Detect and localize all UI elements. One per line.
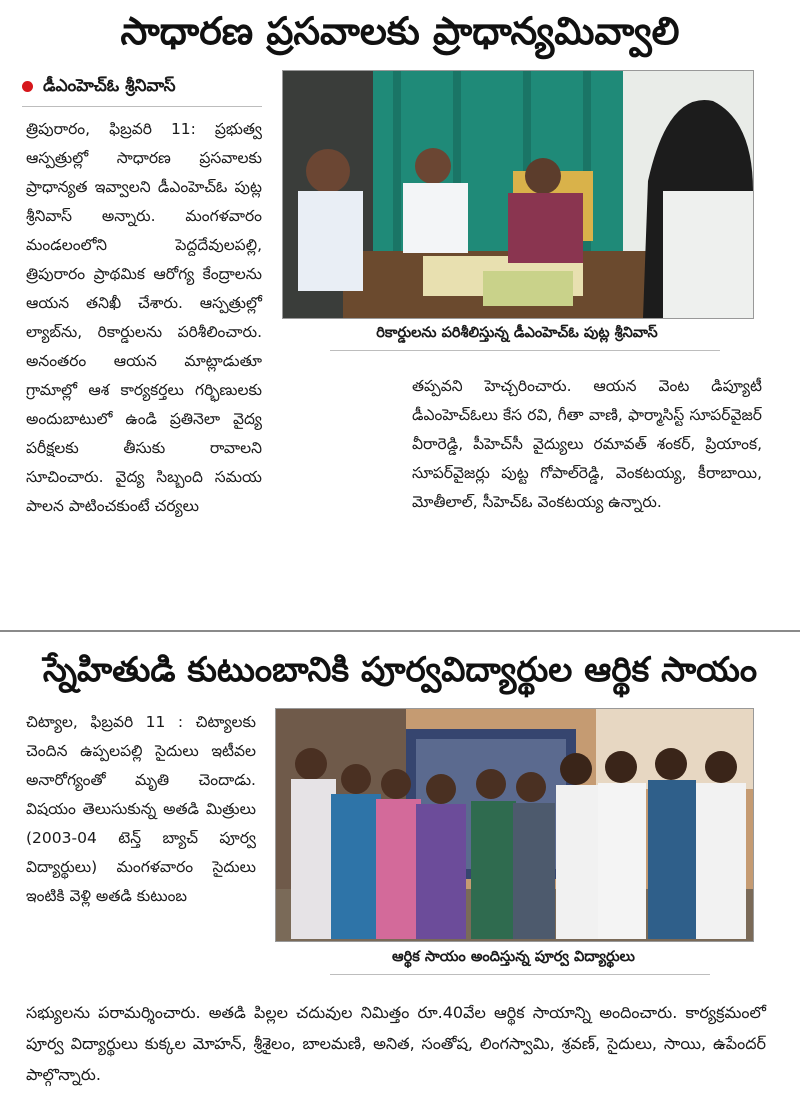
story1-column-left-lower [26,372,386,612]
caption-rule [330,350,720,351]
story2-body-top: చిట్యాలకు చెందిన ఉప్పలపల్లి సైదులు ఇటీవల అనారోగ్యంతో మృతి చెందాడు. విషయం తెలుసుకున్న అతడి మిత్రులు (2003-04 టెన్త్ బ్యాచ్ పూర్వ విద్యార్థులు) మంగళవారం సైదులు ఇంటికి వెళ్లి అతడి కుటుంబ [26,713,256,905]
group-photo-image [276,709,753,941]
story1-body-right: తప్పవని హెచ్చరించారు. ఆయన వెంట డిప్యూటీ డీఎంహెచ్‌ఓలు కేస రవి, గీతా వాణి, ఫార్మాసిస్ట్ సూపర్‌వైజర్ వీరారెడ్డి, పీహెచ్‌సీ వైద్యులు రమావత్ శంకర్, ప్రియాంక, సూపర్‌వైజర్లు పుట్ట గోపాల్‌రెడ్డి, వెంకటయ్య, కీరాబాయి, మోతీలాల్, సీహెచ్‌ఓ వెంకటయ్య ఉన్నారు. [412,377,762,511]
story2-photo-caption: ఆర్థిక సాయం అందిస్తున్న పూర్వ విద్యార్థులు [392,949,635,965]
story1-photo [282,70,754,319]
story-divider [0,630,800,632]
story1-body-left: ప్రభుత్వ ఆస్పత్రుల్లో సాధారణ ప్రసవాలకు ప్రాధాన్యత ఇవ్వాలని డీఎంహెచ్‌ఓ పుట్ల శ్రీనివాస్ అన్నారు. మంగళవారం మండలంలోని పెద్దదేవులపల్లి, త్రిపురారం ప్రాథమిక ఆరోగ్య కేంద్రాలను ఆయన తనిఖీ చేశారు. ఆస్పత్రుల్లో ల్యాబ్‌ను, రికార్డులను పరిశీలించారు. అనంతరం ఆయన మాట్లాడుతూ గ్రామాల్లో ఆశ కార్యకర్తలు గర్భిణులకు అందుబాటులో ఉండి ప్రతినెలా వైద్య పరీక్షలకు తీసుకు రావాలని సూచించారు. వైద్య సిబ్బంది సమయ పాలన పాటించకుంటే చర్యలు [26,120,262,515]
byline-rule [22,106,262,107]
story2-dateline: చిట్యాల, ఫిబ్రవరి 11 : [26,713,184,731]
story1-column-left [26,115,262,515]
story2-column-left [26,708,256,993]
caption-rule-2 [330,974,710,975]
clinic-scene-image [283,71,753,318]
story2-headline: స్నేహితుడి కుటుంబానికి పూర్వవిద్యార్థుల ఆర్థిక సాయం [42,650,758,690]
story2-photo [275,708,754,942]
story1-headline: సాధారణ ప్రసవాలకు ప్రాధాన్యమివ్వాలి [120,9,680,53]
story1-byline [22,76,176,100]
story1-dateline: త్రిపురారం, ఫిబ్రవరి 11: [26,120,196,138]
story2-column-bottom [26,997,766,1097]
byline-text: డీఎంహెచ్‌ఓ శ్రీనివాస్ [43,76,176,96]
story1-photo-caption: రికార్డులను పరిశీలిస్తున్న డీఎంహెచ్‌ఓ పుట్ల శ్రీనివాస్ [376,325,658,341]
bullet-icon [22,81,33,92]
story2-body-bottom: సభ్యులను పరామర్శించారు. అతడి పిల్లల చదువుల నిమిత్తం రూ.40వేల ఆర్థిక సాయాన్ని అందించారు. కార్యక్రమంలో పూర్వ విద్యార్థులు కుక్కల మోహన్, శ్రీశైలం, బాలమణి, అనిత, సంతోష, లింగస్వామి, శ్రవణ్, సైదులు, సాయి, ఉపేందర్ పాల్గొన్నారు. [26,1003,766,1084]
story1-column-right [412,372,762,607]
